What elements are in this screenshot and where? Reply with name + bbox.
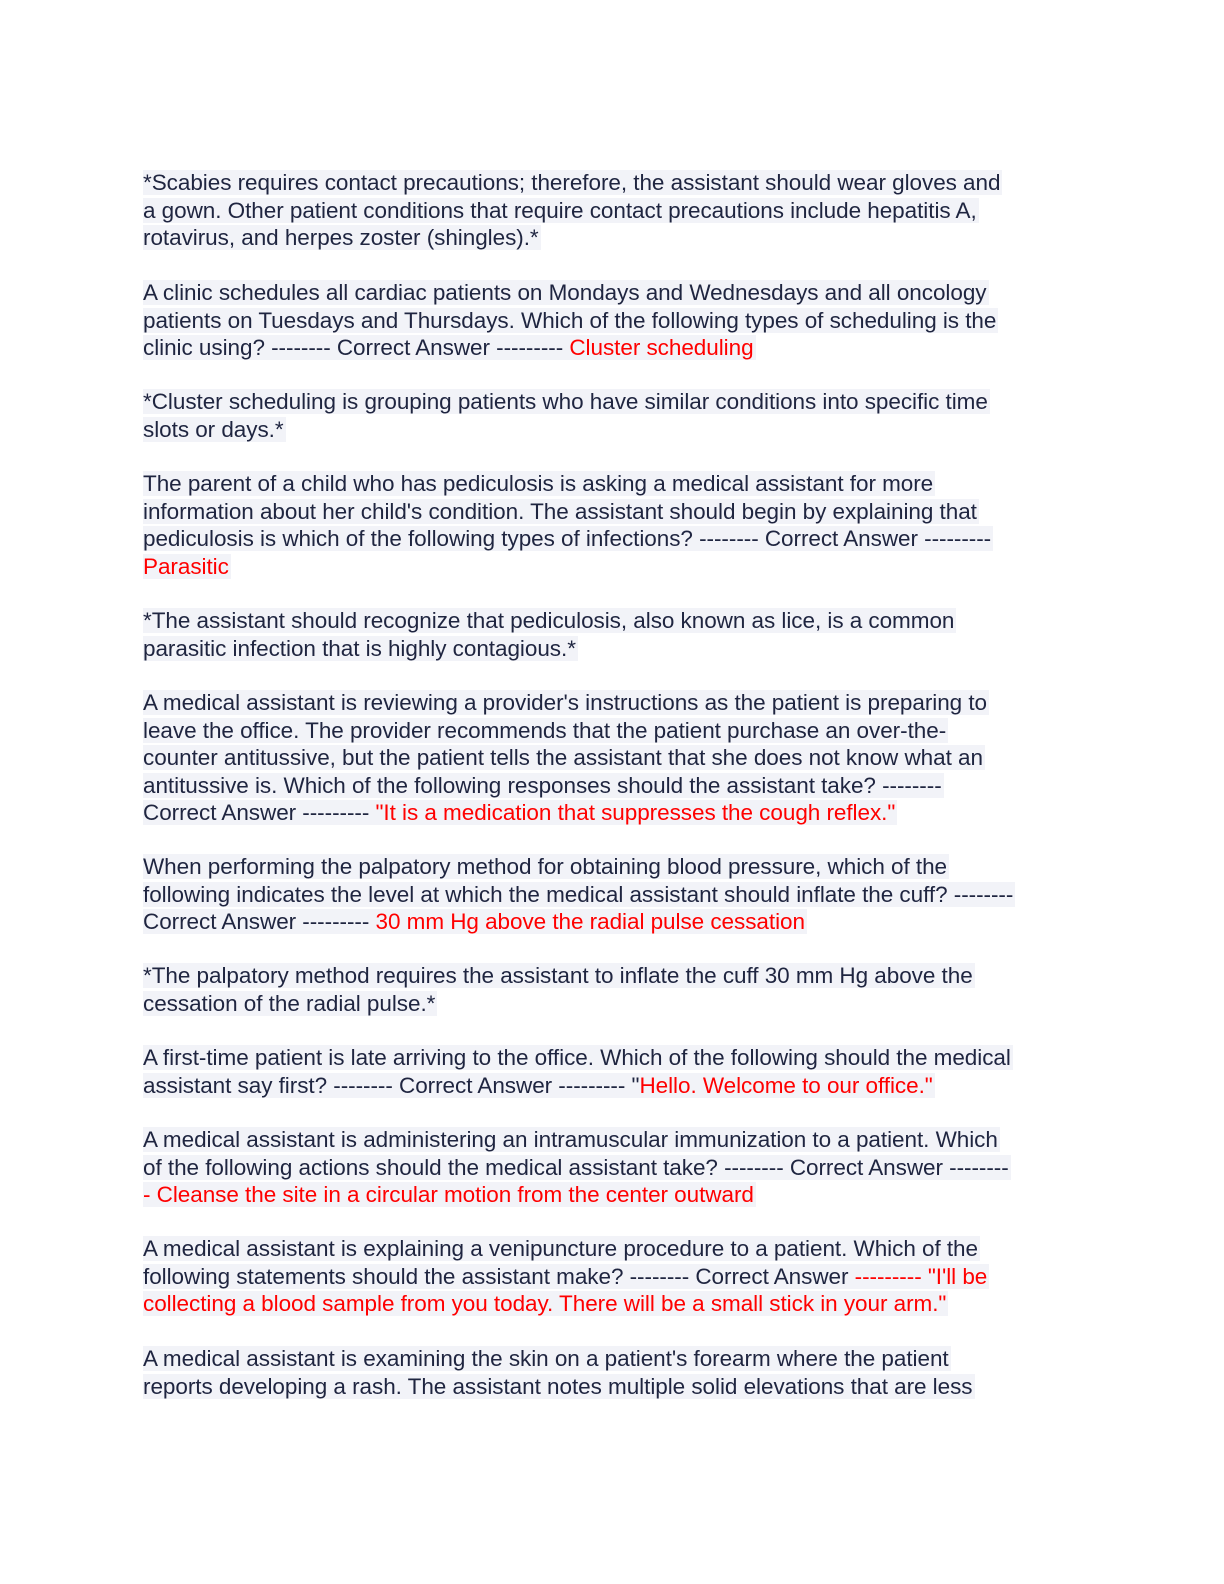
text-line (143, 1373, 1083, 1401)
line-highlight (143, 800, 897, 825)
text-line (143, 197, 1083, 225)
text-line (143, 279, 1083, 307)
text-line (143, 1126, 1083, 1154)
correct-answer-text: "It is a medication that suppresses the cough reflex." (375, 800, 896, 826)
text-line (143, 908, 1083, 936)
text-line (143, 772, 1083, 800)
question-text: cessation of the radial pulse.* (143, 990, 436, 1016)
line-highlight (143, 608, 956, 633)
question-text: A medical assistant is explaining a venipuncture procedure to a patient. Which of the (143, 1236, 978, 1261)
text-line (143, 881, 1083, 909)
line-highlight (143, 554, 231, 579)
text-line (143, 525, 1083, 553)
question-text: A medical assistant is reviewing a provider's instructions as the patient is preparing to (143, 690, 988, 715)
line-highlight (143, 991, 437, 1016)
question-text: following indicates the level at which the medical assistant should inflate the cuff? -------- (143, 881, 1014, 907)
line-highlight (143, 389, 990, 414)
question-text: A medical assistant is administering an intramuscular immunization to a patient. Which (143, 1127, 998, 1152)
text-line (143, 416, 1083, 444)
text-line (143, 553, 1083, 581)
paragraph-4 (143, 470, 1083, 580)
text-line (143, 799, 1083, 827)
question-text: A first-time patient is late arriving to the office. Which of the following should the medical (143, 1045, 1011, 1070)
paragraph-9 (143, 1044, 1083, 1099)
question-text: *The palpatory method requires the assistant to inflate the cuff 30 mm Hg above the (143, 963, 973, 988)
correct-answer-text: collecting a blood sample from you today. There will be a small stick in your arm." (143, 1291, 947, 1317)
text-line (143, 1044, 1083, 1072)
question-text: rotavirus, and herpes zoster (shingles).* (143, 225, 539, 251)
line-highlight (143, 718, 948, 743)
line-highlight (143, 471, 935, 496)
line-highlight (143, 335, 756, 360)
line-highlight (143, 1073, 935, 1098)
text-line (143, 307, 1083, 335)
text-line (143, 1181, 1083, 1209)
question-text: counter antitussive, but the patient tells the assistant that she does not know what an (143, 745, 983, 771)
line-highlight (143, 882, 1015, 907)
question-text: a gown. Other patient conditions that require contact precautions include hepatitis A, (143, 197, 977, 223)
line-highlight (143, 1182, 756, 1207)
paragraph-12 (143, 1345, 1083, 1400)
correct-answer-text: Cluster scheduling (569, 335, 754, 361)
line-highlight (143, 1127, 1000, 1152)
text-line (143, 990, 1083, 1018)
line-highlight (143, 198, 979, 223)
text-line (143, 689, 1083, 717)
line-highlight (143, 1374, 975, 1399)
question-text: assistant say first? -------- Correct Answer --------- " (143, 1072, 640, 1098)
correct-answer-text: Hello. Welcome to our office." (639, 1072, 933, 1098)
correct-answer-text: 30 mm Hg above the radial pulse cessation (375, 909, 805, 935)
question-text: parasitic infection that is highly contagious.* (143, 635, 576, 661)
line-highlight (143, 308, 998, 333)
text-line (143, 962, 1083, 990)
paragraph-10 (143, 1126, 1083, 1209)
question-text: When performing the palpatory method for obtaining blood pressure, which of the (143, 854, 948, 879)
text-line (143, 853, 1083, 881)
text-line (143, 1235, 1083, 1263)
text-line (143, 169, 1083, 197)
question-text: *Cluster scheduling is grouping patients who have similar conditions into specific time (143, 389, 988, 414)
line-highlight (143, 526, 993, 551)
question-text: *The assistant should recognize that pediculosis, also known as lice, is a common (143, 608, 955, 633)
line-highlight (143, 909, 807, 934)
line-highlight (143, 963, 975, 988)
line-highlight (143, 225, 541, 250)
text-line (143, 744, 1083, 772)
paragraph-8 (143, 962, 1083, 1017)
text-line (143, 388, 1083, 416)
text-line (143, 607, 1083, 635)
question-text: A medical assistant is examining the skin on a patient's forearm where the patient (143, 1346, 949, 1371)
text-line (143, 717, 1083, 745)
paragraph-7 (143, 853, 1083, 936)
line-highlight (143, 170, 1002, 195)
line-highlight (143, 417, 286, 442)
question-text: Correct Answer --------- (143, 909, 376, 935)
text-line (143, 1290, 1083, 1318)
question-text: clinic using? -------- Correct Answer --------- (143, 335, 570, 361)
line-highlight (143, 1045, 1013, 1070)
line-highlight (143, 1346, 951, 1371)
line-highlight (143, 280, 989, 305)
paragraph-3 (143, 388, 1083, 443)
question-text: *Scabies requires contact precautions; therefore, the assistant should wear gloves and (143, 170, 1001, 195)
text-line (143, 635, 1083, 663)
line-highlight (143, 1236, 980, 1261)
text-line (143, 1154, 1083, 1182)
question-text: leave the office. The provider recommends that the patient purchase an over-the- (143, 717, 947, 743)
line-highlight (143, 1291, 948, 1316)
question-text: information about her child's condition. The assistant should begin by explaining that (143, 498, 977, 524)
question-text: antitussive is. Which of the following responses should the assistant take? -------- (143, 772, 942, 798)
line-highlight (143, 1155, 1011, 1180)
question-text: A clinic schedules all cardiac patients on Mondays and Wednesdays and all oncology (143, 280, 987, 305)
correct-answer-text: - Cleanse the site in a circular motion from the center outward (143, 1182, 754, 1208)
question-text: The parent of a child who has pediculosis is asking a medical assistant for more (143, 471, 934, 496)
line-highlight (143, 854, 949, 879)
line-highlight (143, 499, 979, 524)
paragraph-5 (143, 607, 1083, 662)
line-highlight (143, 1264, 989, 1289)
question-text: reports developing a rash. The assistant notes multiple solid elevations that are less (143, 1373, 973, 1399)
text-line (143, 1263, 1083, 1291)
question-text: of the following actions should the medical assistant take? -------- Correct Answer -------- (143, 1154, 1009, 1180)
correct-answer-text: Parasitic (143, 553, 229, 579)
question-text: Correct Answer --------- (143, 800, 376, 826)
question-text: following statements should the assistant make? -------- Correct Answer (143, 1263, 855, 1289)
text-line (143, 1345, 1083, 1373)
paragraph-11 (143, 1235, 1083, 1318)
paragraph-6 (143, 689, 1083, 827)
paragraph-2 (143, 279, 1083, 362)
line-highlight (143, 690, 989, 715)
text-line (143, 498, 1083, 526)
text-line (143, 334, 1083, 362)
question-text: pediculosis is which of the following types of infections? -------- Correct Answer --------- (143, 526, 992, 552)
text-line (143, 470, 1083, 498)
line-highlight (143, 636, 578, 661)
text-line (143, 1072, 1083, 1100)
question-text: patients on Tuesdays and Thursdays. Which of the following types of scheduling is the (143, 307, 997, 333)
question-text: slots or days.* (143, 416, 284, 442)
line-highlight (143, 773, 944, 798)
paragraph-1 (143, 169, 1083, 252)
correct-answer-text: --------- "I'll be (854, 1263, 988, 1289)
text-line (143, 224, 1083, 252)
line-highlight (143, 745, 985, 770)
